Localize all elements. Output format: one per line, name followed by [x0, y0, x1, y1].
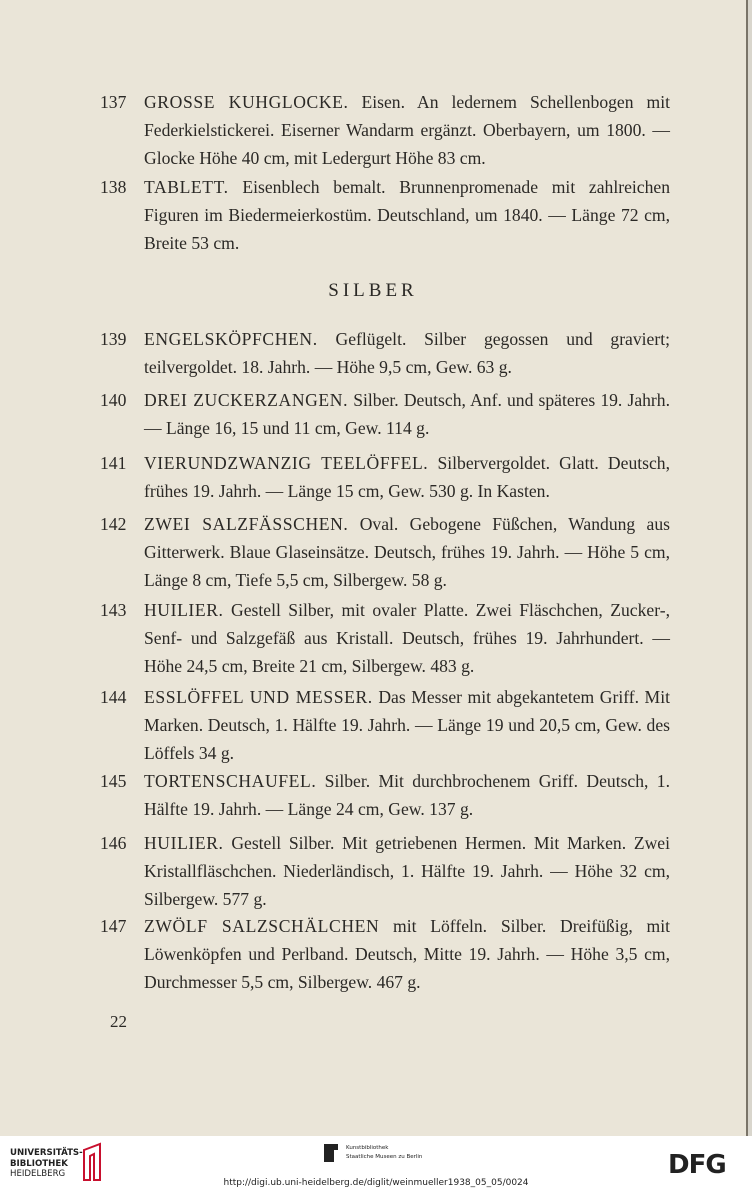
catalog-entry-144 — [100, 683, 670, 767]
entry-text: Das Messer mit abgekantetem Griff. Mit Marken. Deutsch, 1. Hälfte 19. Jahrh. — Länge 19 und 20,5 cm, Gew. des Löffels 34 g. — [144, 687, 670, 763]
entry-body — [144, 510, 670, 594]
catalog-entry-137 — [100, 88, 670, 172]
entry-title: ESSLÖFFEL UND MESSER. — [144, 687, 373, 707]
catalog-entry-146 — [100, 829, 670, 913]
entry-number: 147 — [100, 916, 127, 936]
kunstbibliothek-logo-icon — [322, 1142, 340, 1164]
entry-text: Geflügelt. Silber gegossen und graviert; teilvergoldet. 18. Jahrh. — Höhe 9,5 cm, Gew. 63 g. — [144, 329, 670, 377]
permalink-url[interactable]: http://digi.ub.uni-heidelberg.de/diglit/weinmueller1938_05_05/0024 — [223, 1178, 529, 1188]
entry-title: ZWÖLF SALZSCHÄLCHEN — [144, 916, 380, 936]
ub-mark-icon — [80, 1142, 106, 1182]
entry-text: Oval. Gebogene Füßchen, Wandung aus Gitterwerk. Blaue Glaseinsätze. Deutsch, frühes 19. Jahrh. — Höhe 5 cm, Länge 8 cm, Tiefe 5,5 cm, Silbergew. 58 g. — [144, 514, 670, 590]
entry-title: TORTENSCHAUFEL. — [144, 771, 317, 791]
kunstbibliothek-label[interactable] — [346, 1144, 422, 1162]
entry-number: 146 — [100, 833, 127, 853]
entry-title: GROSSE KUHGLOCKE. — [144, 92, 349, 112]
entry-title: DREI ZUCKERZANGEN. — [144, 390, 349, 410]
entry-number: 145 — [100, 771, 127, 791]
entry-number: 140 — [100, 390, 127, 410]
entry-number: 138 — [100, 177, 127, 197]
catalog-entry-138 — [100, 173, 670, 257]
entry-body — [144, 449, 670, 505]
entry-text: Gestell Silber, mit ovaler Platte. Zwei Fläschchen, Zucker-, Senf- und Salzgefäß aus Kristall. Deutsch, frühes 19. Jahrhundert. — Höhe 24,5 cm, Breite 21 cm, Silbergew. 483 g. — [144, 600, 670, 676]
entry-text: Gestell Silber. Mit getriebenen Hermen. Mit Marken. Zwei Kristallfläschchen. Niederländisch, 1. Hälfte 19. Jahrh. — Höhe 32 cm, Silbergew. 577 g. — [144, 833, 670, 909]
catalog-entry-141 — [100, 449, 670, 505]
ub-logo-line2: BIBLIOTHEK — [10, 1158, 68, 1169]
ub-logo-line3: HEIDELBERG — [10, 1169, 66, 1179]
section-heading: SILBER — [328, 280, 418, 301]
entry-text: mit Löffeln. Silber. Dreifüßig, mit Löwenköpfen und Perlband. Deutsch, Mitte 19. Jahrh. — Höhe 3,5 cm, Durchmesser 5,5 cm, Silbergew. 467 g. — [144, 916, 671, 992]
entry-title: TABLETT. — [144, 177, 229, 197]
dfg-logo[interactable]: DFG — [668, 1150, 726, 1180]
entry-body — [144, 325, 670, 381]
entry-text: Eisenblech bemalt. Brunnenpromenade mit zahlreichen Figuren im Biedermeierkostüm. Deutschland, um 1840. — Länge 72 cm, Breite 53 cm. — [144, 177, 670, 253]
entry-number: 143 — [100, 600, 127, 620]
entry-body — [144, 912, 670, 996]
entry-number: 139 — [100, 329, 127, 349]
catalog-entry-143 — [100, 596, 670, 680]
ub-logo-line1: UNIVERSITÄTS- — [10, 1148, 83, 1158]
entry-text: Silber. Mit durchbrochenem Griff. Deutsch, 1. Hälfte 19. Jahrh. — Länge 24 cm, Gew. 137 g. — [144, 771, 670, 819]
entry-text: Silbervergoldet. Glatt. Deutsch, frühes 19. Jahrh. — Länge 15 cm, Gew. 530 g. In Kasten. — [144, 453, 670, 501]
ub-heidelberg-logo[interactable] — [10, 1148, 83, 1180]
digitization-footer — [0, 1136, 752, 1190]
entry-title: VIERUNDZWANZIG TEELÖFFEL. — [144, 453, 429, 473]
catalog-entry-139 — [100, 325, 670, 381]
entry-title: ENGELSKÖPFCHEN. — [144, 329, 318, 349]
kunstbibliothek-line2: Staatliche Museen zu Berlin — [346, 1154, 423, 1160]
entry-body — [144, 386, 670, 442]
page-number: 22 — [110, 1012, 127, 1031]
kunstbibliothek-line1: Kunstbibliothek — [346, 1145, 389, 1151]
entry-body — [144, 596, 670, 680]
entry-number: 144 — [100, 687, 127, 707]
entry-body — [144, 88, 670, 172]
entry-text: Eisen. An ledernem Schellenbogen mit Federkielstickerei. Eiserner Wandarm ergänzt. Oberbayern, um 1800. — Glocke Höhe 40 cm, mit Ledergurt Höhe 83 cm. — [144, 92, 670, 168]
entry-text: Silber. Deutsch, Anf. und späteres 19. Jahrh. — Länge 16, 15 und 11 cm, Gew. 114 g. — [144, 390, 670, 438]
catalog-entry-140 — [100, 386, 670, 442]
entry-body — [144, 767, 670, 823]
entry-title: ZWEI SALZFÄSSCHEN. — [144, 514, 349, 534]
entry-title: HUILIER. — [144, 833, 224, 853]
entry-number: 137 — [100, 92, 127, 112]
entry-body — [144, 683, 670, 767]
entry-body — [144, 829, 670, 913]
catalog-entry-147 — [100, 912, 670, 996]
catalog-entry-142 — [100, 510, 670, 594]
catalog-entry-145 — [100, 767, 670, 823]
entry-title: HUILIER. — [144, 600, 224, 620]
entry-number: 142 — [100, 514, 127, 534]
entry-number: 141 — [100, 453, 127, 473]
entry-body — [144, 173, 670, 257]
